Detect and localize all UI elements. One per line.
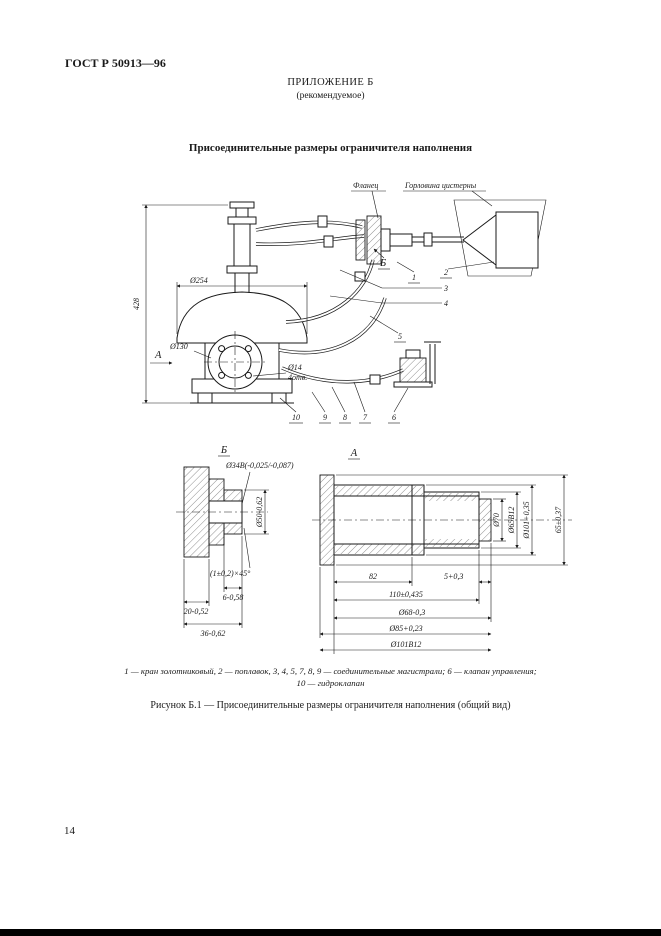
view-b	[176, 445, 294, 638]
control-valve	[394, 342, 441, 387]
dim-hole-diameter: Ø14	[288, 363, 302, 372]
appendix-title: ПРИЛОЖЕНИЕ Б	[287, 77, 374, 88]
dim-428: 428	[132, 298, 141, 310]
dim-d101b: Ø101В12	[390, 640, 422, 649]
tank-neck-label: Горловина цистерны	[405, 181, 477, 190]
float	[463, 212, 538, 268]
dim-width: 36-0,62	[200, 629, 226, 638]
dim-d70: Ø70	[492, 513, 501, 527]
view-direction-a-label: А	[155, 350, 162, 361]
dim-bore: Ø34В(-0,025/-0,087)	[226, 461, 294, 470]
dim-110: 110±0,435	[389, 590, 423, 599]
figure-title: Присоединительные размеры ограничителя наполнения	[188, 142, 473, 154]
callout-2: 2	[444, 268, 448, 277]
callouts	[280, 249, 494, 423]
legend-line-1: 1 — кран золотниковый, 2 — поплавок, 3, 4, 5, 7, 8, 9 — соединительные магистрали; 6 — клапан управления;	[124, 666, 537, 676]
top-labels	[351, 181, 492, 218]
dim-d101: Ø101+0,35	[522, 501, 531, 539]
dim-outer: Ø50-0,62	[255, 496, 264, 528]
doc-number: ГОСТ Р 50913—96	[65, 56, 166, 70]
dim-step: 6-0,58	[222, 593, 244, 602]
page-number: 14	[64, 825, 75, 837]
callout-1: 1	[412, 273, 416, 282]
callout-4: 4	[444, 299, 448, 308]
page-bottom-edge	[0, 929, 661, 936]
dim-82: 82	[369, 572, 377, 581]
view-a-title: А	[350, 448, 358, 459]
callout-9: 9	[323, 413, 327, 422]
dim-d65: Ø65В12	[507, 506, 516, 534]
figure-legend	[0, 665, 661, 689]
dim-d85: Ø85+0,23	[389, 624, 423, 633]
legend-line-2: 10 — гидроклапан	[296, 678, 365, 688]
dim-hole-count: 4отв.	[288, 373, 308, 382]
dim-chamfer: (1±0,2)×45°	[210, 569, 251, 578]
technical-drawing	[72, 172, 592, 662]
dim-boss-diameter: Ø130	[170, 342, 188, 351]
callout-7: 7	[363, 413, 367, 422]
flange-label: Фланец	[353, 181, 379, 190]
callout-5: 5	[398, 332, 402, 341]
callout-3: 3	[444, 284, 448, 293]
view-b-title: Б	[220, 445, 228, 456]
view-a	[312, 448, 572, 654]
dim-d68: Ø68-0,3	[398, 608, 426, 617]
section-b-marker: Б	[380, 258, 387, 269]
flange-assembly	[356, 216, 464, 264]
callout-6: 6	[392, 413, 396, 422]
dim-dome-diameter: Ø254	[190, 276, 208, 285]
dim-5: 5+0,3	[444, 572, 464, 581]
appendix-subtitle: (рекомендуемое)	[296, 91, 365, 101]
figure-caption: Рисунок Б.1 — Присоединительные размеры ограничителя наполнения (общий вид)	[150, 700, 511, 711]
dim-d65t: 65±0,37	[554, 506, 563, 534]
dim-depth: 20-0,52	[183, 607, 209, 616]
callout-10: 10	[292, 413, 300, 422]
callout-8: 8	[343, 413, 347, 422]
